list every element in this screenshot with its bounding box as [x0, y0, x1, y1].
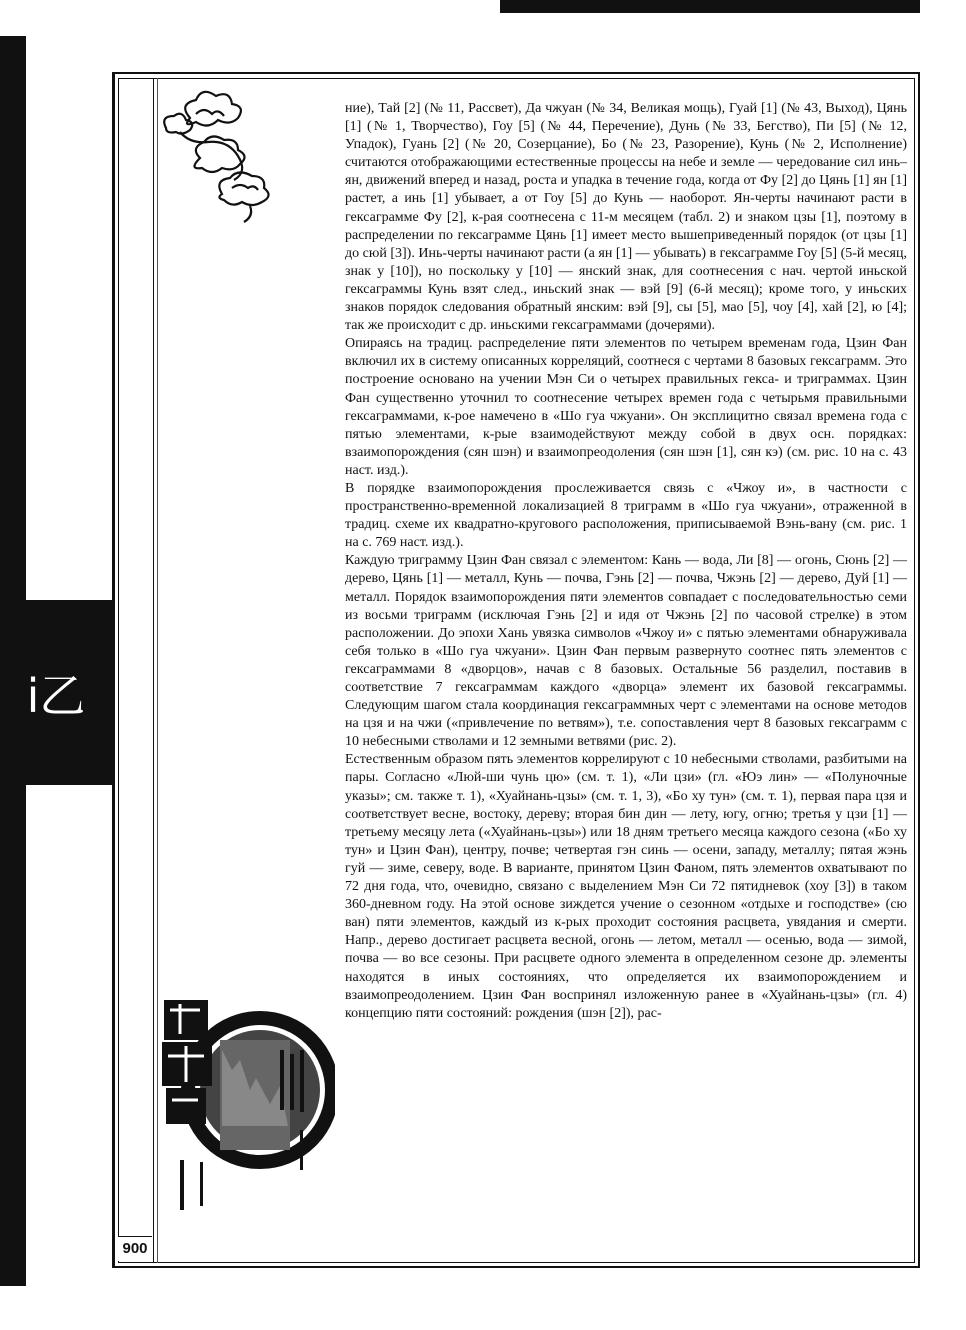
paragraph: Естественным образом пять элементов коррелируют с 10 небесными стволами, разбитыми на пары. Согласно «Люй-ши чунь цю» (см. т. 1), «Ли цзи» (гл. «Юэ лин» — «Полуночные указы»; см. также т. 1), «Хуайнань-цзы» (см. т. 1, 3), «Бо ху тун» (см. т. 1), первая пара цзя и соответствует весне, востоку, дереву; вторая бин дин — лету, югу, огню; третья у цзи [1] — третьему месяцу лета («Хуайнань-цзы») или 18 дням третьего месяца каждого сезона («Бо ху тун» и Цзин Фан), центру, почве; четвертая гэн синь — осени, западу, металлу; пятая жэнь гуй — зиме, северу, воде. В варианте, принятом Цзин Фаном, пять элементов охватывают по 72 дня года, что, очевидно, связано с выделением Мэн Си 72 пятидневок (хоу [3]) в таком 360-дневном году. На этой основе зиждется учение о сезонном «отдыхе и господстве» (сю ван) пяти элементов, каждый из к-рых проходит состояния расцвета, увядания и смерти. Напр., дерево достигает расцвета весной, огонь — летом, металл — осенью, вода — зимой, почва — во все сезоны. При расцвете одного элемента в определенном сезоне др. элементы находятся в иных состояниях, что определяется их взаимопорождением и взаимопреодолением. Цзин Фан воспринял изложенную ранее в «Хуайнань-цзы» (гл. 4) концепцию пяти состояний: рождения (шэн [2]), рас-: [345, 752, 907, 1021]
section-tab: [0, 600, 112, 785]
section-tab-glyph: i乙: [26, 668, 86, 723]
cloud-ornament-icon: [160, 88, 280, 228]
paragraph: В порядке взаимопорождения прослеживается связь с «Чжоу и», в частности с пространственно-временной локализацией 8 триграмм в «Шо гуа чжуани», отраженной в традиц. схеме их квадратно-кругового расположения, приписываемой Вэнь-вану (см. рис. 1 на с. 769 наст. изд.).: [345, 480, 907, 551]
top-rule: [500, 0, 920, 13]
article-body: [345, 100, 907, 1023]
paragraph: Опираясь на традиц. распределение пяти элементов по четырем временам года, Цзин Фан включил их в систему описанных корреляций, соотнеся с чертами 8 базовых гексаграмм. Это построение основано на учении Мэн Си о четырех правильных гекса- и триграммах. Цзин Фан существенно уточнил то соотнесение четырех времен года с четырьмя правильными гексаграммами, к-рое намечено в «Шо гуа чжуани». Он эксплицитно связал времена года с пятью элементами, к-рые взаимодействуют между собой в двух осн. порядках: взаимопорождения (сян шэн) и взаимопреодоления (сян шэн [1], сян кэ) (см. рис. 10 на с. 43 наст. изд.).: [345, 336, 907, 478]
paragraph: Каждую триграмму Цзин Фан связал с элементом: Кань — вода, Ли [8] — огонь, Сюнь [2] — дерево, Цянь [1] — металл, Кунь — почва, Гэнь [2] — почва, Чжэнь [2] — дерево, Дуй [1] — металл. Порядок взаимопорождения пяти элементов совпадает с последовательностью семи из восьми триграмм (исключая Гэнь [2] и идя от Чжэнь [2] по часовой стрелке) в этом расположении. До эпохи Хань увязка символов «Чжоу и» с пятью элементами обнаруживала себя только в «Шо гуа чжуани». Цзин Фан первым развернуто соотнес пять элементов с гексаграммами 8 «дворцов», начав с 8 базовых. Остальные 56 разделил, поставив в соответствие 7 гексаграммам каждого «дворца» элемент их базовой гексаграммы. Следующим шагом стала координация гексаграммных черт с элементами на основе методов на цзя и на чжи («привлечение по ветвям»), т.е. сопоставления черт 8 базовых гексаграмм с 10 небесными стволами и 12 земными ветвями (рис. 2).: [345, 553, 907, 750]
book-cover-illustration: [160, 980, 335, 1220]
page-number: 900: [118, 1236, 152, 1261]
paragraph: ние), Тай [2] (№ 11, Рассвет), Да чжуан (№ 34, Великая мощь), Гуай [1] (№ 43, Выход), Цянь [1] (№ 1, Творчество), Гоу [5] (№ 44, Перечение), Дунь (№ 33, Бегство), Пи [5] (№ 12, Упадок), Гуань [2] (№ 20, Созерцание), Бо (№ 23, Разорение), Кунь (№ 2, Исполнение) считаются отображающими естественные процессы на небе и земле — чередование сил инь–ян, движений вперед и назад, роста и упадка в течение года, когда от Фу [2] до Цянь [1] ян [1] растет, а инь [1] убывает, а от Гоу [5] до Кунь — наоборот. Ян-черты начинают расти в гексаграмме Фу [2], к-рая соотнесена с 11-м месяцем (табл. 2) и знаком цзы [1], поэтому в распределении по гексаграмме Цянь [1] имеет место вышеприведенный порядок (от цзы [1] до сюй [3]). Инь-черты начинают расти (а ян [1] — убывать) в гексаграмме Гоу [5] (5-й месяц, знак у [10]), но поскольку у [10] — янский знак, для соотнесения с нач. чертой иньской гексаграммы Кунь взят след., иньский знак — вэй [9] (6-й месяц); кроме того, у иньских знаков порядок следования обратный янским: вэй [9], сы [5], мао [5], чоу [4], хай [2], ю [4]; так же происходит с др. иньскими гексаграммами (дочерями).: [345, 101, 907, 334]
margin-rule-inner: [157, 78, 158, 1263]
margin-rule: [153, 78, 154, 1263]
